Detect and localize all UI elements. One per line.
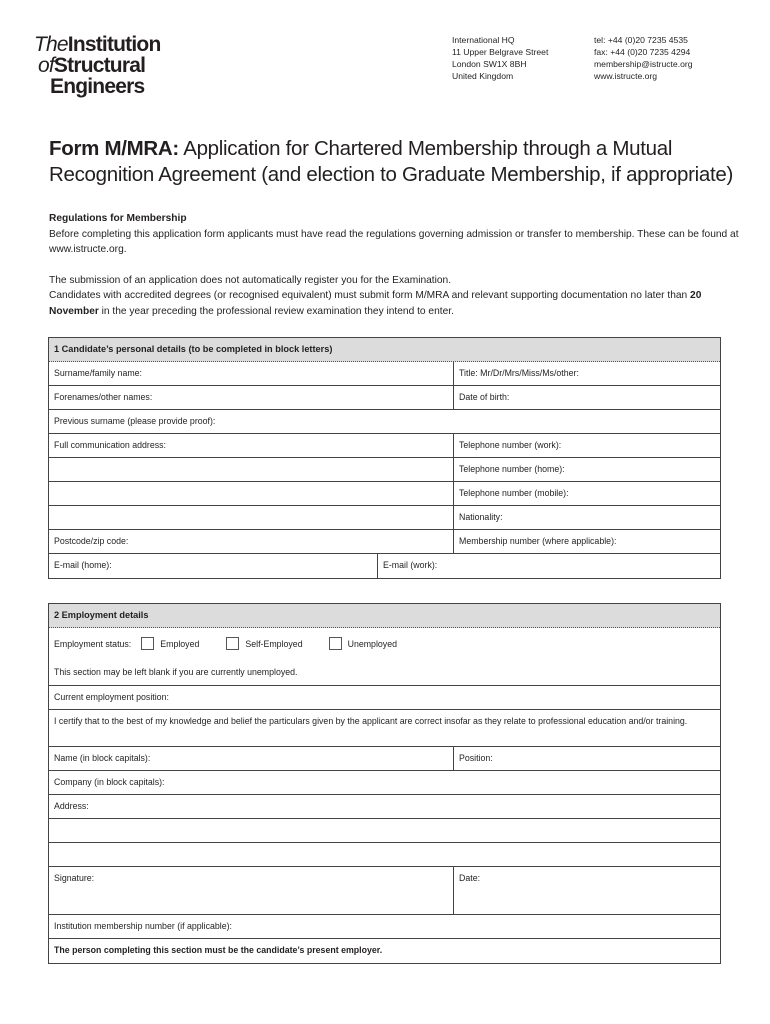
logo-text: Structural bbox=[53, 54, 146, 77]
form-row bbox=[49, 482, 720, 506]
employer-address-field[interactable] bbox=[49, 795, 720, 818]
form-code: Form M/MRA: bbox=[49, 137, 179, 160]
field-label: Name (in block capitals): bbox=[54, 753, 151, 763]
field-label: Nationality: bbox=[459, 512, 503, 522]
field-label: Forenames/other names: bbox=[54, 392, 153, 402]
form-row bbox=[49, 506, 720, 530]
previous-surname-field[interactable] bbox=[49, 410, 720, 433]
form-row bbox=[49, 710, 720, 747]
deadline-text: Candidates with accredited degrees (or recognised equivalent) must submit form M/MRA and relevant supporting documentation no later than bbox=[49, 290, 691, 301]
form-row bbox=[49, 939, 720, 963]
email-link[interactable]: membership@istructe.org bbox=[594, 59, 693, 69]
institution-membership-field[interactable] bbox=[49, 915, 720, 938]
telephone: tel: +44 (0)20 7235 4535 bbox=[594, 35, 688, 45]
address-line: International HQ bbox=[452, 35, 515, 45]
form-title bbox=[49, 136, 739, 188]
field-label: Date of birth: bbox=[459, 392, 510, 402]
form-row bbox=[49, 434, 720, 458]
employment-status-row bbox=[49, 628, 720, 686]
field-label: Position: bbox=[459, 753, 493, 763]
field-label: Telephone number (home): bbox=[459, 464, 565, 474]
field-label: Institution membership number (if applicable): bbox=[54, 921, 232, 931]
unemployed-note: This section may be left blank if you are currently unemployed. bbox=[54, 667, 298, 677]
field-label: E-mail (home): bbox=[54, 560, 112, 570]
date-of-birth-field[interactable] bbox=[453, 386, 720, 409]
option-label: Self-Employed bbox=[245, 638, 303, 649]
tel-mobile-field[interactable] bbox=[453, 482, 720, 505]
fax: fax: +44 (0)20 7235 4294 bbox=[594, 47, 691, 57]
hq-contact bbox=[594, 34, 693, 82]
section-header bbox=[49, 338, 720, 362]
tel-home-field[interactable] bbox=[453, 458, 720, 481]
form-row bbox=[49, 410, 720, 434]
postcode-field[interactable] bbox=[49, 530, 453, 553]
field-label: Telephone number (work): bbox=[459, 440, 562, 450]
email-work-field[interactable] bbox=[377, 554, 720, 578]
field-label: Membership number (where applicable): bbox=[459, 536, 617, 546]
surname-field[interactable] bbox=[49, 362, 453, 385]
date-field[interactable] bbox=[453, 867, 720, 914]
forenames-field[interactable] bbox=[49, 386, 453, 409]
field-label: Full communication address: bbox=[54, 440, 166, 450]
title-field[interactable] bbox=[453, 362, 720, 385]
section-header bbox=[49, 604, 720, 628]
form-row bbox=[49, 386, 720, 410]
unemployed-checkbox[interactable] bbox=[329, 637, 342, 650]
company-field[interactable] bbox=[49, 771, 720, 794]
field-label: Company (in block capitals): bbox=[54, 777, 165, 787]
address-line: 11 Upper Belgrave Street bbox=[452, 47, 549, 57]
field-label: E-mail (work): bbox=[383, 560, 438, 570]
certification-statement: I certify that to the best of my knowledge and belief the particulars given by the applicant are correct insofar as they relate to professional education and/or training. bbox=[54, 716, 688, 726]
logo-text: Institution bbox=[67, 33, 161, 56]
employed-checkbox[interactable] bbox=[141, 637, 154, 650]
section-employment-details bbox=[48, 603, 721, 964]
signature-field[interactable] bbox=[49, 867, 453, 914]
section-personal-details bbox=[48, 337, 721, 579]
form-row bbox=[49, 915, 720, 939]
form-row bbox=[49, 867, 720, 915]
address-line: United Kingdom bbox=[452, 71, 514, 81]
employment-status-options bbox=[49, 628, 720, 650]
form-row bbox=[49, 819, 720, 843]
employer-position-field[interactable] bbox=[453, 747, 720, 770]
deadline-text: in the year preceding the professional review examination they intend to enter. bbox=[98, 305, 454, 317]
address-line: London SW1X 8BH bbox=[452, 59, 527, 69]
employer-address-line-field[interactable] bbox=[49, 819, 720, 842]
field-label: Title: Mr/Dr/Mrs/Miss/Ms/other: bbox=[459, 368, 579, 378]
intro bbox=[49, 211, 739, 319]
examination-note: The submission of an application does not automatically register you for the Examination. bbox=[49, 274, 452, 286]
form-row bbox=[49, 747, 720, 771]
regulations-text: Before completing this application form applicants must have read the regulations governing admission or transfer to membership. These can be found at www.istructe.org. bbox=[49, 228, 739, 255]
address-line-field[interactable] bbox=[49, 506, 453, 529]
address-line-field[interactable] bbox=[49, 482, 453, 505]
address-field[interactable] bbox=[49, 434, 453, 457]
logo-text: of bbox=[38, 54, 54, 77]
nationality-field[interactable] bbox=[453, 506, 720, 529]
field-label: Telephone number (mobile): bbox=[459, 488, 569, 498]
form-row bbox=[49, 843, 720, 867]
deadline-note bbox=[49, 288, 739, 319]
institution-logo bbox=[34, 34, 160, 97]
option-label: Unemployed bbox=[347, 638, 397, 649]
logo-text: The bbox=[34, 33, 68, 56]
field-label: Address: bbox=[54, 801, 89, 811]
section-title: 2 Employment details bbox=[54, 610, 149, 620]
regulations-heading: Regulations for Membership bbox=[49, 213, 187, 224]
tel-work-field[interactable] bbox=[453, 434, 720, 457]
field-label: Employment status: bbox=[54, 638, 132, 649]
website-link[interactable]: www.istructe.org bbox=[594, 71, 658, 81]
employer-note: The person completing this section must be the candidate’s present employer. bbox=[54, 945, 383, 955]
self-employed-checkbox[interactable] bbox=[226, 637, 239, 650]
field-label: Date: bbox=[459, 873, 481, 883]
hq-address bbox=[452, 34, 548, 82]
form-title-text: Application for Chartered Membership through a Mutual Recognition Agreement (and election to Graduate Membership, if appropriate) bbox=[49, 137, 734, 186]
field-label: Postcode/zip code: bbox=[54, 536, 129, 546]
form-row bbox=[49, 554, 720, 578]
employer-address-line-field[interactable] bbox=[49, 843, 720, 866]
current-position-field[interactable] bbox=[49, 686, 720, 709]
form-row bbox=[49, 362, 720, 386]
form-row bbox=[49, 530, 720, 554]
field-label: Signature: bbox=[54, 873, 95, 883]
employer-name-field[interactable] bbox=[49, 747, 453, 770]
logo-text: Engineers bbox=[50, 75, 145, 98]
form-row bbox=[49, 458, 720, 482]
field-label: Previous surname (please provide proof): bbox=[54, 416, 216, 426]
form-row bbox=[49, 771, 720, 795]
option-label: Employed bbox=[160, 638, 200, 649]
email-home-field[interactable] bbox=[49, 554, 377, 578]
field-label: Current employment position: bbox=[54, 692, 169, 702]
deadline-date: 20 November bbox=[49, 290, 702, 317]
section-title: 1 Candidate’s personal details (to be completed in block letters) bbox=[54, 344, 333, 354]
address-line-field[interactable] bbox=[49, 458, 453, 481]
field-label: Surname/family name: bbox=[54, 368, 143, 378]
form-row bbox=[49, 686, 720, 710]
membership-number-field[interactable] bbox=[453, 530, 720, 553]
form-row bbox=[49, 795, 720, 819]
